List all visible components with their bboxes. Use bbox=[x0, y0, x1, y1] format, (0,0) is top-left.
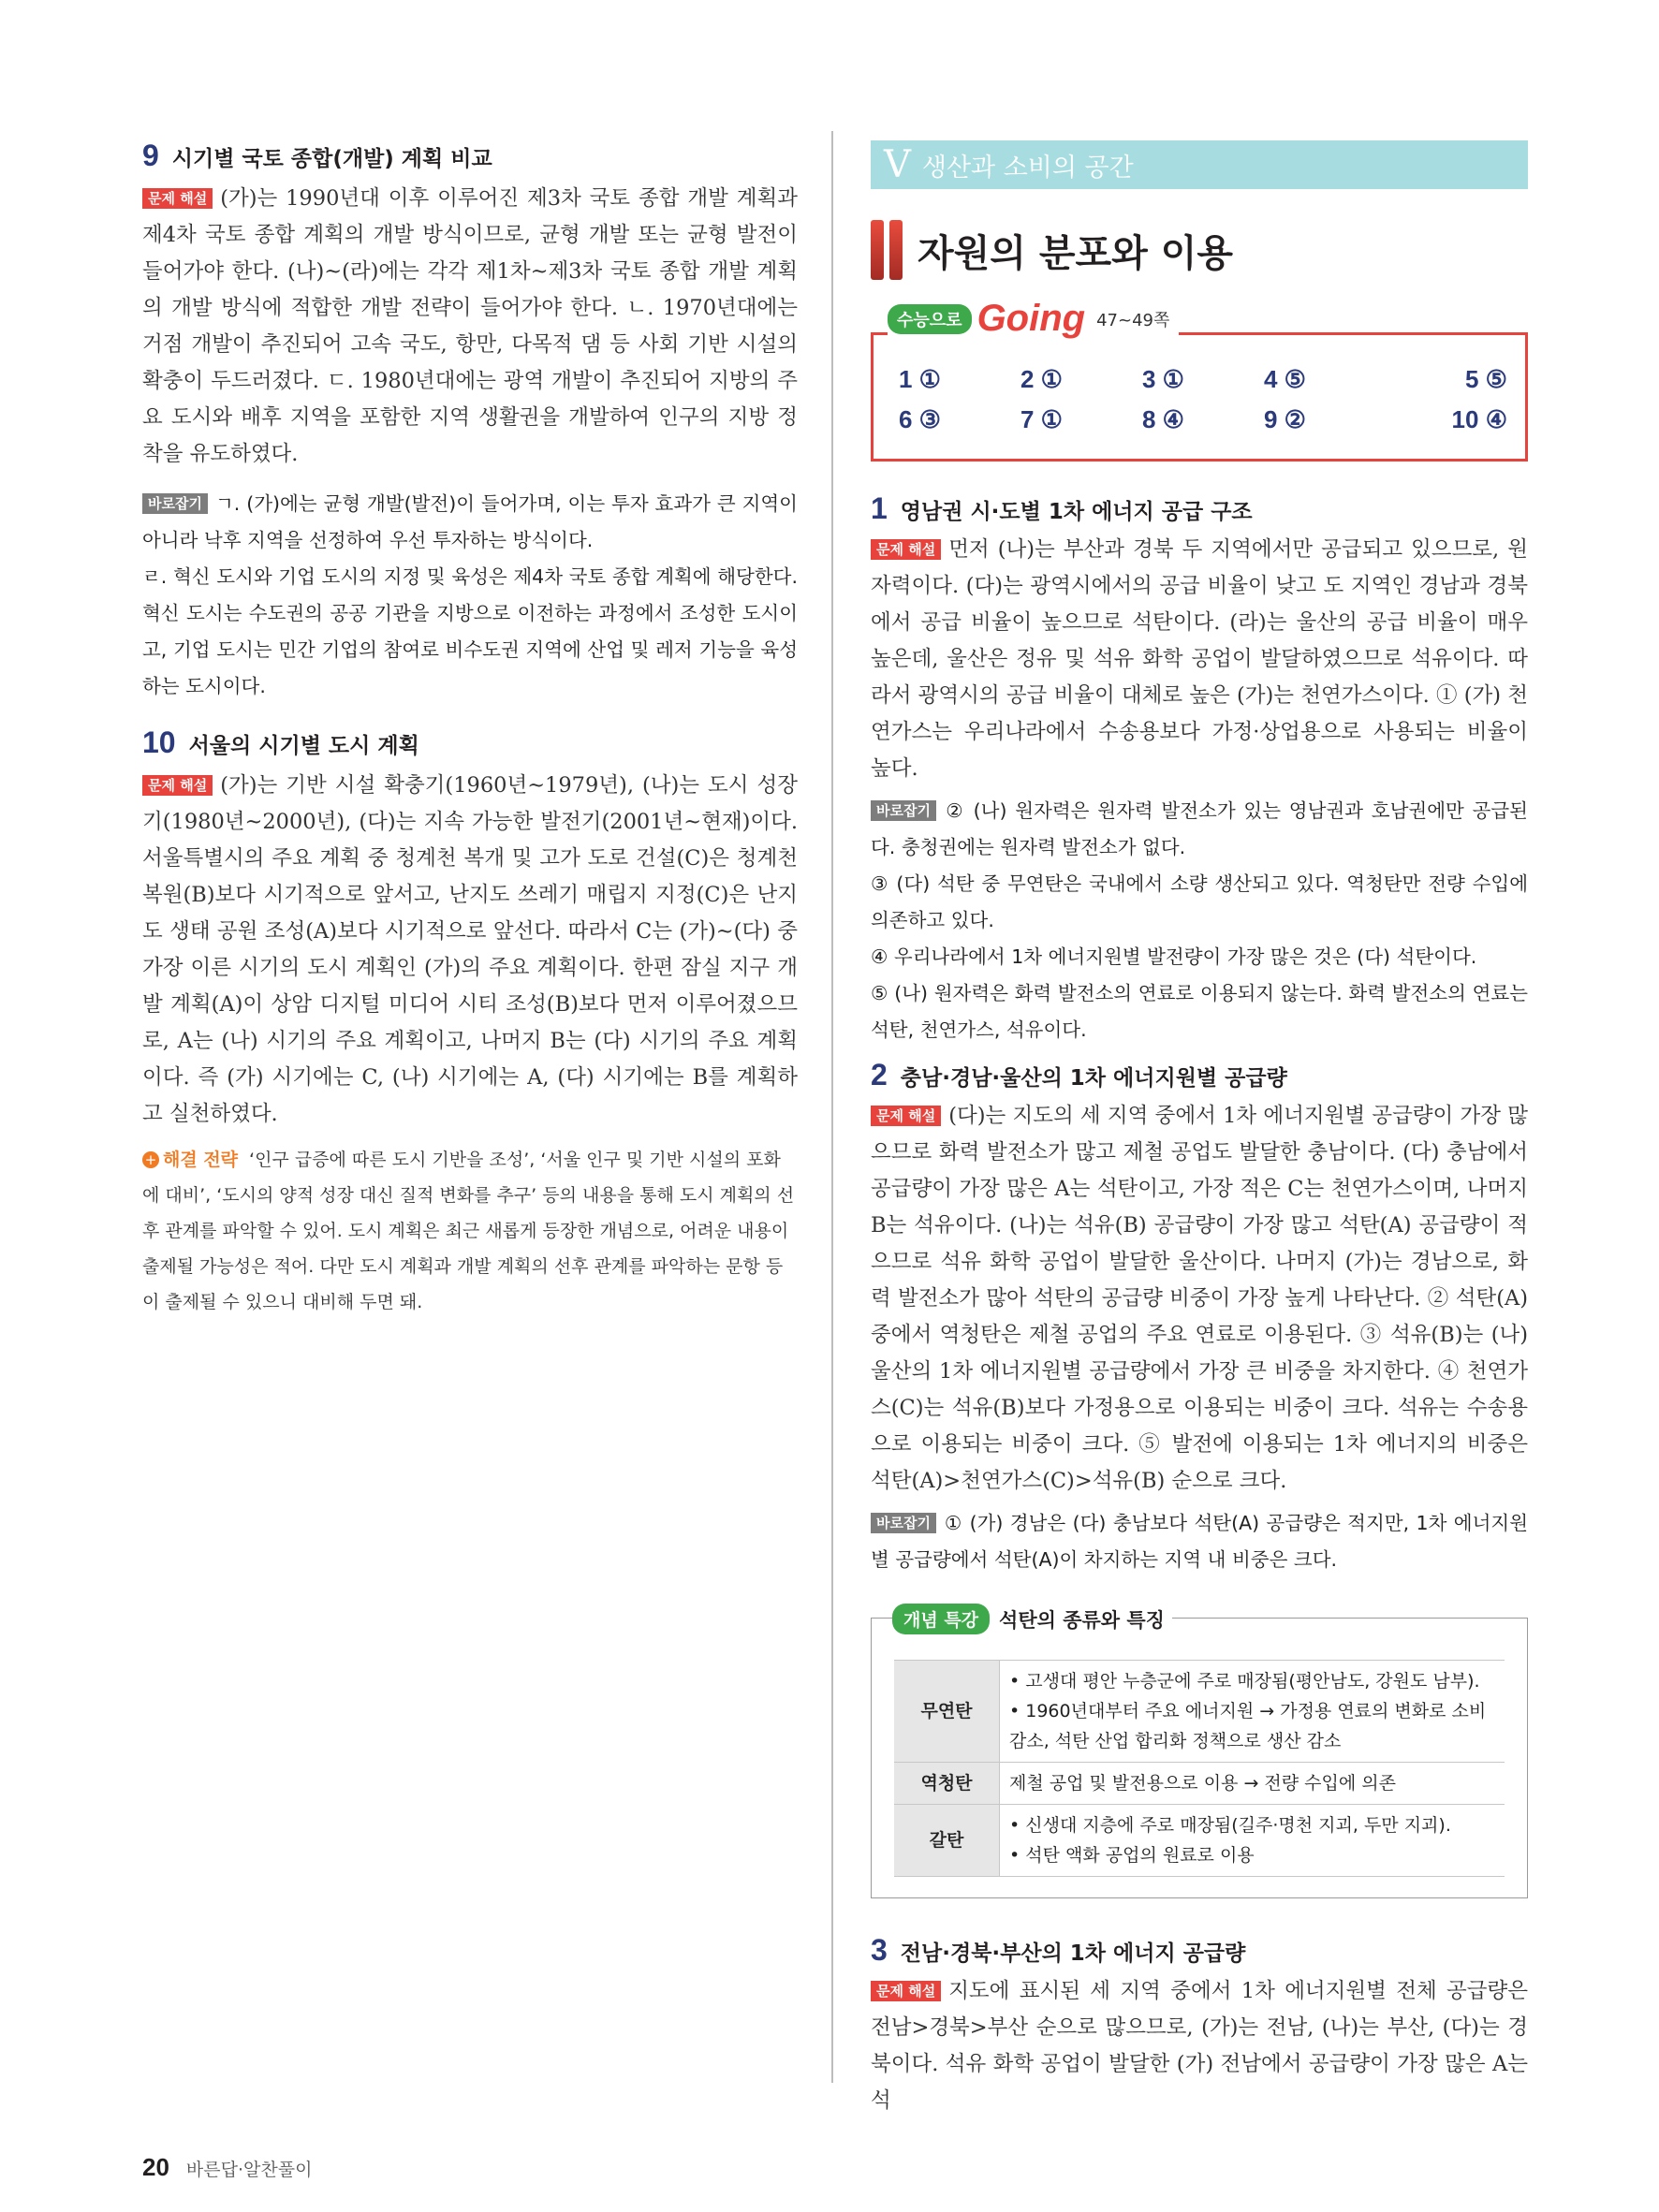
section-title: 영남권 시·도별 1차 에너지 공급 구조 bbox=[900, 500, 1253, 524]
section-title: 시기별 국토 종합(개발) 계획 비교 bbox=[171, 147, 492, 171]
explanation-text: (다)는 지도의 세 지역 중에서 1차 에너지원별 공급량이 가장 많으므로 화력 발전소가 많고 제철 공업도 발달한 충남이다. (다) 충남에서 공급량이 가장 많은 A는 석탄이고, 가장 적은 C는 천연가스이며, 나머지 B는 석유이다. (나)는 석유(B) 공급량이 가장 많고 석탄(A) 공급량이 적으므로 석유 화학 공업이 발달한 울산이다. 나머지 (가)는 경남으로, 화력 발전소가 많아 석탄의 공급량 비중이 가장 높게 나타난다. ② 석탄(A) 중에서 역청탄은 제철 공업의 주요 연료로 이용된다. ③ 석유(B)는 (나) 울산의 1차 에너지원별 공급량에서 가장 큰 비중을 차지한다. ④ 천연가스(C)는 석유(B)보다 가정용으로 이용되는 비중이 크다. 석유는 수송용으로 이용되는 비중이 크다. ⑤ 발전에 이용되는 1차 에너지의 비중은 석탄(A)>천연가스(C)>석유(B) 순으로 크다. bbox=[871, 1104, 1528, 1493]
correction-text-2: ㄹ. 혁신 도시와 기업 도시의 지정 및 육성은 제4차 국토 종합 계획에 해당한다. 혁신 도시는 수도권의 공공 기관을 지방으로 이전하는 과정에서 조성한 도시이고, 기업 도시는 민간 기업의 참여로 비수도권 지역에 산업 및 레저 기능을 육성하는 도시이다. bbox=[142, 565, 798, 697]
row-content bbox=[1000, 1805, 1505, 1877]
section-10 bbox=[142, 725, 798, 1320]
page-footer bbox=[142, 2153, 312, 2182]
answer-item: 8 ④ bbox=[1142, 405, 1184, 433]
concept-box bbox=[871, 1608, 1528, 1898]
answer-item: 5 ⑤ bbox=[1465, 365, 1507, 393]
explanation-tag: 문제 해설 bbox=[871, 539, 941, 560]
coal-types-table bbox=[894, 1660, 1505, 1877]
correction bbox=[871, 1505, 1528, 1578]
explanation bbox=[142, 181, 798, 473]
row-content bbox=[1000, 1661, 1505, 1763]
list-item: • 1960년대부터 주요 에너지원 → 가정용 연료의 변화로 소비 감소, 석탄 산업 합리화 정책으로 생산 감소 bbox=[1009, 1696, 1495, 1756]
section-number: 3 bbox=[871, 1933, 888, 1967]
correction-item: ③ (다) 석탄 중 무연탄은 국내에서 소량 생산되고 있다. 역청탄만 전량 수입에 의존하고 있다. bbox=[871, 872, 1528, 931]
column-divider bbox=[831, 131, 833, 2083]
concept-heading bbox=[892, 1604, 1172, 1634]
section-1-heading bbox=[871, 491, 1528, 526]
table-row bbox=[894, 1763, 1505, 1805]
row-header: 무연탄 bbox=[894, 1661, 1000, 1763]
row-header: 갈탄 bbox=[894, 1805, 1000, 1877]
correction-text: ② (나) 원자력은 원자력 발전소가 있는 영남권과 호남권에만 공급된다. 충청권에는 원자력 발전소가 없다. bbox=[871, 799, 1528, 858]
correction-item: ④ 우리나라에서 1차 에너지원별 발전량이 가장 많은 것은 (다) 석탄이다. bbox=[871, 945, 1477, 968]
answer-grid bbox=[899, 365, 1507, 434]
going-badge: 수능으로 bbox=[888, 304, 972, 334]
section-2 bbox=[871, 1058, 1528, 1578]
explanation-tag: 문제 해설 bbox=[871, 1981, 941, 2001]
strategy-text: ‘인구 급증에 따른 도시 기반을 조성’, ‘서울 인구 및 기반 시설의 포화에 대비’, ‘도시의 양적 성장 대신 질적 변화를 추구’ 등의 내용을 통해 도시 계획의 선후 관계를 파악할 수 있어. 도시 계획은 최근 새롭게 등장한 개념으로, 어려운 내용이 출제될 가능성은 적어. 다만 도시 계획과 개발 계획의 선후 관계를 파악하는 문항 등이 출제될 수 있으니 대비해 두면 돼. bbox=[142, 1150, 795, 1312]
explanation-tag: 문제 해설 bbox=[142, 188, 213, 209]
explanation bbox=[142, 768, 798, 1133]
section-3-heading bbox=[871, 1933, 1528, 1968]
explanation-text: (가)는 기반 시설 확충기(1960년~1979년), (나)는 도시 성장기(1980년~2000년), (다)는 지속 가능한 발전기(2001년~현재)이다. 서울특별시의 주요 계획 중 청계천 복개 및 고가 도로 건설(C)은 청계천 복원(B)보다 시기적으로 앞서고, 난지도 쓰레기 매립지 지정(C)은 난지도 생태 공원 조성(A)보다 시기적으로 앞선다. 따라서 C는 (가)~(다) 중 가장 이른 시기의 도시 계획인 (가)의 주요 계획이다. 한편 잠실 지구 개발 계획(A)이 상암 디지털 미디어 시티 조성(B)보다 먼저 이루어졌으므로, A는 (나) 시기의 주요 계획이고, 나머지 B는 (다) 시기의 주요 계획이다. 즉 (가) 시기에는 C, (나) 시기에는 A, (다) 시기에는 B를 계획하고 실천하였다. bbox=[142, 773, 798, 1126]
page-range: 47~49쪽 bbox=[1096, 310, 1170, 330]
unit-number: V bbox=[884, 143, 911, 186]
strategy-label: 해결 전략 bbox=[163, 1150, 239, 1170]
explanation-tag: 문제 해설 bbox=[871, 1106, 941, 1126]
list-item: • 신생대 지층에 주로 매장됨(길주·명천 지괴, 두만 지괴). bbox=[1009, 1810, 1495, 1840]
unit-title: 생산과 소비의 공간 bbox=[921, 153, 1134, 183]
section-9 bbox=[142, 139, 798, 705]
list-item: • 고생대 평안 누층군에 주로 매장됨(평안남도, 강원도 남부). bbox=[1009, 1666, 1495, 1696]
correction-item: ⑤ (나) 원자력은 화력 발전소의 연료로 이용되지 않는다. 화력 발전소의 연료는 석탄, 천연가스, 석유이다. bbox=[871, 982, 1528, 1041]
section-number: 1 bbox=[871, 491, 888, 525]
section-2-heading bbox=[871, 1058, 1528, 1092]
answer-item: 7 ① bbox=[1020, 405, 1063, 433]
answer-item: 4 ⑤ bbox=[1264, 365, 1306, 393]
explanation-text: (가)는 1990년대 이후 이루어진 제3차 국토 종합 개발 계획과 제4차 국토 종합 계획의 개발 방식이므로, 균형 개발 또는 균형 발전이 들어가야 한다. (나)~(라)에는 각각 제1차~제3차 국토 종합 개발 계획의 개발 방식에 적합한 개발 전략이 들어가야 한다. ㄴ. 1970년대에는 거점 개발이 추진되어 고속 국도, 항만, 다목적 댐 등 사회 기반 시설의 확충이 두드러졌다. ㄷ. 1980년대에는 광역 개발이 추진되어 지방의 주요 도시와 배후 지역을 포함한 지역 생활권을 개발하여 인구의 지방 정착을 유도하였다. bbox=[142, 186, 798, 466]
explanation bbox=[871, 1098, 1528, 1500]
explanation bbox=[871, 1973, 1528, 2119]
answer-item: 9 ② bbox=[1264, 405, 1306, 433]
answer-item: 3 ① bbox=[1142, 365, 1184, 393]
correction-tag: 바로잡기 bbox=[871, 1513, 936, 1533]
answer-item: 10 ④ bbox=[1451, 405, 1507, 433]
explanation-tag: 문제 해설 bbox=[142, 775, 213, 796]
answer-item: 2 ① bbox=[1020, 365, 1063, 393]
correction-tag: 바로잡기 bbox=[871, 800, 936, 821]
section-1 bbox=[871, 491, 1528, 1048]
section-title: 서울의 시기별 도시 계획 bbox=[188, 734, 419, 758]
section-10-heading bbox=[142, 725, 798, 760]
strategy bbox=[142, 1142, 798, 1320]
list-item: • 석탄 액화 공업의 원료로 이용 bbox=[1009, 1840, 1495, 1870]
chapter-number-icon bbox=[871, 220, 903, 280]
correction bbox=[142, 486, 798, 559]
going-wordmark: Going bbox=[976, 298, 1086, 339]
answer-item: 1 ① bbox=[899, 365, 941, 393]
explanation bbox=[871, 532, 1528, 787]
correction bbox=[871, 793, 1528, 866]
page-number: 20 bbox=[142, 2153, 169, 2181]
correction-2 bbox=[142, 559, 798, 705]
row-content: 제철 공업 및 발전용으로 이용 → 전량 수입에 의존 bbox=[1000, 1763, 1505, 1805]
concept-title: 석탄의 종류와 특징 bbox=[999, 1608, 1165, 1632]
section-number: 2 bbox=[871, 1058, 888, 1091]
unit-banner bbox=[871, 140, 1528, 189]
explanation-text: 지도에 표시된 세 지역 중에서 1차 에너지원별 전체 공급량은 전남>경북>부산 순으로 많으므로, (가)는 전남, (나)는 부산, (다)는 경북이다. 석유 화학 공업이 발달한 (가) 전남에서 공급량이 가장 많은 A는 석 bbox=[871, 1979, 1528, 2113]
going-logo bbox=[888, 298, 1179, 340]
chapter-title: 자원의 분포와 이용 bbox=[918, 231, 1233, 275]
explanation-text: 먼저 (나)는 부산과 경북 두 지역에서만 공급되고 있으므로, 원자력이다. (다)는 광역시에서의 공급 비율이 낮고 도 지역인 경남과 경북에서 공급 비율이 높으므로 석탄이다. (라)는 울산의 공급 비율이 매우 높은데, 울산은 정유 및 석유 화학 공업이 발달하였으므로 석유이다. 따라서 광역시의 공급 비율이 대체로 높은 (가)는 천연가스이다. ① (가) 천연가스는 우리나라에서 수송용보다 가정·상업용으로 사용되는 비율이 높다. bbox=[871, 537, 1528, 781]
plus-icon: + bbox=[142, 1151, 159, 1168]
section-number: 10 bbox=[142, 725, 176, 759]
concept-badge: 개념 특강 bbox=[892, 1604, 990, 1634]
chapter-heading bbox=[871, 220, 1233, 280]
book-title: 바른답·알찬풀이 bbox=[185, 2160, 313, 2180]
table-row bbox=[894, 1805, 1505, 1877]
section-title: 전남·경북·부산의 1차 에너지 공급량 bbox=[900, 1941, 1246, 1966]
section-number: 9 bbox=[142, 139, 159, 172]
correction-tag: 바로잡기 bbox=[142, 493, 208, 514]
row-header: 역청탄 bbox=[894, 1763, 1000, 1805]
section-9-heading bbox=[142, 139, 798, 173]
section-title: 충남·경남·울산의 1차 에너지원별 공급량 bbox=[900, 1066, 1287, 1091]
correction-text: ㄱ. (가)에는 균형 개발(발전)이 들어가며, 이는 투자 효과가 큰 지역이 아니라 낙후 지역을 선정하여 우선 투자하는 방식이다. bbox=[142, 492, 798, 551]
table-row bbox=[894, 1661, 1505, 1763]
answer-item: 6 ③ bbox=[899, 405, 941, 433]
section-3 bbox=[871, 1933, 1528, 2119]
correction-text: ① (가) 경남은 (다) 충남보다 석탄(A) 공급량은 적지만, 1차 에너지원별 공급량에서 석탄(A)이 차지하는 지역 내 비중은 크다. bbox=[871, 1512, 1528, 1571]
